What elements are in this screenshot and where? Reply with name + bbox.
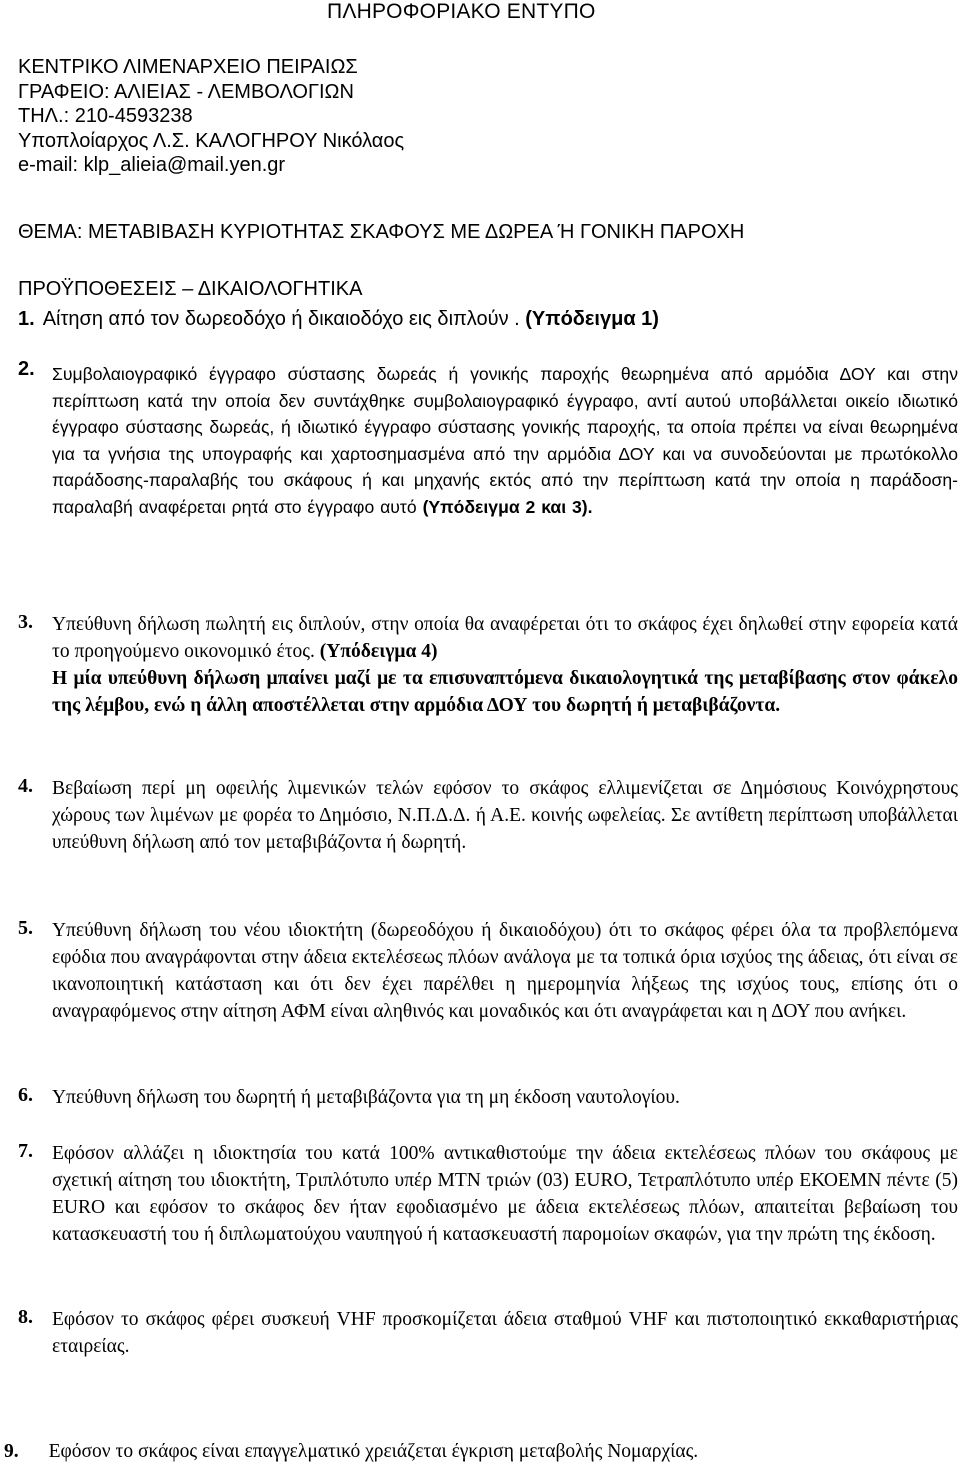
- requirement-item-3: [18, 611, 958, 719]
- template-reference: (Υπόδειγμα 4): [319, 641, 438, 662]
- item-text: Εφόσον το σκάφος είναι επαγγελματικό χρειάζεται έγκριση μεταβολής Νομαρχίας.: [48, 1441, 699, 1462]
- item-number: 6.: [18, 1084, 33, 1106]
- document-subject: ΘΕΜΑ: ΜΕΤΑΒΙΒΑΣΗ ΚΥΡΙΟΤΗΤΑΣ ΣΚΑΦΟΥΣ ΜΕ ΔΩΡΕΑ Ή ΓΟΝΙΚΗ ΠΑΡΟΧΗ: [18, 221, 745, 243]
- item-text: Αίτηση από τον δωρεοδόχο ή δικαιοδόχο εις διπλούν .: [42, 308, 520, 330]
- item-number: 5.: [18, 917, 33, 939]
- item-text: Υπεύθυνη δήλωση του δωρητή ή μεταβιβάζοντα για τη μη έκδοση ναυτολογίου.: [52, 1087, 680, 1108]
- section-heading: ΠΡΟΫΠΟΘΕΣΕΙΣ – ΔΙΚΑΙΟΛΟΓΗΤΙΚΑ: [18, 278, 363, 300]
- item-number: 4.: [18, 775, 33, 797]
- requirement-item-7: [18, 1140, 958, 1248]
- header-contact-person: Υποπλοίαρχος Λ.Σ. ΚΑΛΟΓΗΡΟΥ Νικόλαος: [18, 129, 405, 152]
- item-number: 7.: [18, 1140, 33, 1162]
- requirement-item-1: [18, 308, 659, 331]
- item-text-block: [52, 361, 958, 521]
- item-text: Συμβολαιογραφικό έγγραφο σύστασης δωρεάς ή γονικής παροχής θεωρημένα από αρμόδια ΔΟΥ και στην περίπτωση κατά την οποία δεν συντάχθηκε συμβολαιογραφικό έγγραφο, αντί αυτού υποβάλλεται οικείο ιδιωτικό έγγραφο σύστασης δωρεάς, ή ιδιωτικό έγγραφο σύστασης γονικής παροχής, τα οποία πρέπει να είναι θεωρημένα για τα γνήσια της υπογραφής και χαρτοσημασμένα από την αρμόδια ΔΟΥ και να συνοδεύονται με πρωτόκολλο παράδοσης-παραλαβής του σκάφους ή και μηχανής εκτός από την περίπτωση κατά την οποία η παράδοση-παραλαβή αναφέρεται ρητά στο έγγραφο αυτό: [52, 364, 958, 517]
- item-text-block: [52, 611, 958, 719]
- header-agency: ΚΕΝΤΡΙΚΟ ΛΙΜΕΝΑΡΧΕΙΟ ΠΕΙΡΑΙΩΣ: [18, 56, 358, 78]
- requirement-item-6: [18, 1084, 958, 1111]
- template-reference: (Υπόδειγμα 2 και 3).: [422, 496, 593, 517]
- requirement-item-8: [18, 1306, 958, 1360]
- requirement-item-5: [18, 917, 958, 1025]
- item-number: 1.: [18, 308, 35, 330]
- requirement-item-4: [18, 775, 958, 856]
- item-text: Βεβαίωση περί μη οφειλής λιμενικών τελών εφόσον το σκάφος ελλιμενίζεται σε Δημόσιους Κοινόχρηστους χώρους των λιμένων με φορέα το Δημόσιο, Ν.Π.Δ.Δ. ή Α.Ε. κοινής ωφελείας. Σε αντίθετη περίπτωση υποβάλλεται υπεύθυνη δήλωση από τον μεταβιβάζοντα ή δωρητή.: [52, 778, 958, 853]
- item-number: 2.: [18, 358, 35, 380]
- item-number: 8.: [18, 1306, 33, 1328]
- requirement-item-2: [18, 358, 958, 521]
- header-office: ΓΡΑΦΕΙΟ: ΑΛΙΕΙΑΣ - ΛΕΜΒΟΛΟΓΙΩΝ: [18, 80, 354, 103]
- item-number: 9.: [4, 1441, 19, 1462]
- item-text: Υπεύθυνη δήλωση πωλητή εις διπλούν, στην οποία θα αναφέρεται ότι το σκάφος έχει δηλωθεί στην εφορεία κατά το προηγούμενο οικονομικό έτος.: [52, 614, 958, 662]
- item-text: Υπεύθυνη δήλωση του νέου ιδιοκτήτη (δωρεοδόχου ή δικαιοδόχου) ότι το σκάφος φέρει όλα τα προβλεπόμενα εφόδια που αναγράφονται στην άδεια εκτελέσεως πλόων ανάλογα με τα τοπικά όρια ισχύος της άδειας, ότι είναι σε ικανοποιητική κατάσταση και ότι δεν έχει παρέλθει η ημερομηνία λήξεως της ισχύος τους, επίσης ότι ο αναγραφόμενος στην αίτηση ΑΦΜ είναι αληθινός και μοναδικός και ότι αναγράφεται και η ΔΟΥ που ανήκει.: [52, 920, 958, 1022]
- document-title: ΠΛΗΡΟΦΟΡΙΑΚΟ ΕΝΤΥΠΟ: [327, 0, 596, 23]
- item-text: Εφόσον το σκάφος φέρει συσκευή VHF προσκομίζεται άδεια σταθμού VHF και πιστοποιητικό εκκαθαριστήριας εταιρείας.: [52, 1309, 958, 1357]
- header-email: e-mail: klp_alieia@mail.yen.gr: [18, 154, 286, 176]
- item-note: Η μία υπεύθυνη δήλωση μπαίνει μαζί με τα επισυναπτόμενα δικαιολογητικά της μεταβίβασης στον φάκελο της λέμβου, ενώ η άλλη αποστέλλεται στην αρμόδια ΔΟΥ του δωρητή ή μεταβιβάζοντα.: [52, 668, 958, 716]
- item-number: 3.: [18, 611, 33, 633]
- header-phone: ΤΗΛ.: 210-4593238: [18, 105, 193, 127]
- requirement-item-9: [4, 1441, 698, 1463]
- office-header: [18, 55, 404, 178]
- template-reference: (Υπόδειγμα 1): [525, 308, 659, 330]
- item-text: Εφόσον αλλάζει η ιδιοκτησία του κατά 100% αντικαθιστούμε την άδεια εκτελέσεως πλόων του σκάφους με σχετική αίτηση του ιδιοκτήτη, Τριπλότυπο υπέρ ΜΤΝ τριών (03) EURO, Τετραπλότυπο υπέρ ΕΚΟΕΜΝ πέντε (5) EURO και εφόσον το σκάφος δεν ήταν εφοδιασμένο με άδεια εκτελέσεως πλόων, απαιτείται βεβαίωση του κατασκευαστή του ή διπλωματούχου ναυπηγού ή κατασκευαστή παρομοίων σκαφών, για την πρώτη της έκδοση.: [52, 1143, 958, 1245]
